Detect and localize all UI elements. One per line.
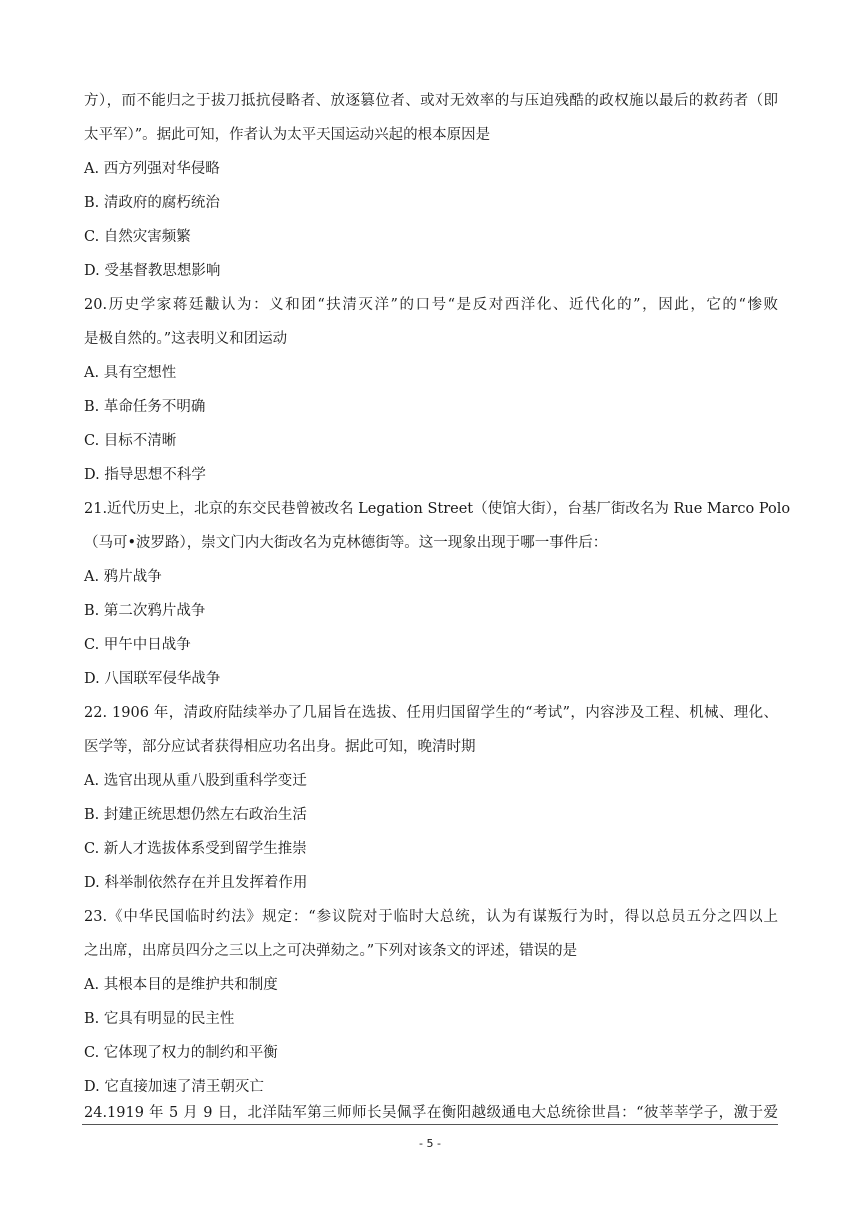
q24-stem-line-1: 24.1919 年 5 月 9 日，北洋陆军第三师师长吴佩孚在衡阳越级通电大总统徐世昌：“彼莘莘学子，激于爱 bbox=[84, 1105, 778, 1121]
q21-option-b: B. 第二次鸦片战争 bbox=[84, 603, 206, 619]
page-number: - 5 - bbox=[419, 1137, 441, 1150]
q22-option-a: A. 选官出现从重八股到重科学变迁 bbox=[84, 773, 307, 789]
footer-divider bbox=[82, 1124, 778, 1125]
q23-option-d: D. 它直接加速了清王朝灭亡 bbox=[84, 1079, 264, 1095]
q19-option-d: D. 受基督教思想影响 bbox=[84, 263, 221, 279]
q22-option-c: C. 新人才选拔体系受到留学生推崇 bbox=[84, 841, 307, 857]
q20-option-d: D. 指导思想不科学 bbox=[84, 467, 206, 483]
q22-option-d: D. 科举制依然存在并且发挥着作用 bbox=[84, 875, 308, 891]
q21-option-a: A. 鸦片战争 bbox=[84, 569, 162, 585]
q20-option-b: B. 革命任务不明确 bbox=[84, 399, 206, 415]
q21-option-d: D. 八国联军侵华战争 bbox=[84, 671, 221, 687]
q23-option-b: B. 它具有明显的民主性 bbox=[84, 1011, 235, 1027]
q20-stem-line-2: 是极自然的。”这表明义和团运动 bbox=[84, 331, 288, 347]
q19-option-b: B. 清政府的腐朽统治 bbox=[84, 195, 220, 211]
q22-stem-line-1: 22. 1906 年，清政府陆续举办了几届旨在选拔、任用归国留学生的“考试”，内容涉及工程、机械、理化、 bbox=[84, 705, 778, 721]
q21-stem-line-2: （马可•波罗路），崇文门内大街改名为克林德街等。这一现象出现于哪一事件后： bbox=[84, 535, 608, 551]
q19-stem-line-2: 太平军）”。据此可知，作者认为太平天国运动兴起的根本原因是 bbox=[84, 127, 491, 143]
q23-stem-line-1: 23.《中华民国临时约法》规定：“参议院对于临时大总统，认为有谋叛行为时，得以总员五分之四以上 bbox=[84, 909, 778, 925]
q23-option-a: A. 其根本目的是维护共和制度 bbox=[84, 977, 278, 993]
q20-stem-line-1: 20.历史学家蒋廷黻认为：义和团“扶清灭洋”的口号“是反对西洋化、近代化的”，因此，它的“惨败 bbox=[84, 297, 778, 313]
q19-option-c: C. 自然灾害频繁 bbox=[84, 229, 191, 245]
q19-option-a: A. 西方列强对华侵略 bbox=[84, 161, 220, 177]
q20-option-c: C. 目标不清晰 bbox=[84, 433, 177, 449]
q20-option-a: A. 具有空想性 bbox=[84, 365, 177, 381]
q22-stem-line-2: 医学等，部分应试者获得相应功名出身。据此可知，晚清时期 bbox=[84, 739, 476, 755]
q22-option-b: B. 封建正统思想仍然左右政治生活 bbox=[84, 807, 307, 823]
q21-option-c: C. 甲午中日战争 bbox=[84, 637, 191, 653]
q23-option-c: C. 它体现了权力的制约和平衡 bbox=[84, 1045, 278, 1061]
q21-stem-line-1: 21.近代历史上，北京的东交民巷曾被改名 Legation Street（使馆大街），台基厂街改名为 Rue Marco Polo bbox=[84, 501, 791, 517]
q19-stem-line-1: 方），而不能归之于拔刀抵抗侵略者、放逐篡位者、或对无效率的与压迫残酷的政权施以最后的救药者（即 bbox=[84, 93, 778, 109]
q23-stem-line-2: 之出席，出席员四分之三以上之可决弹劾之。”下列对该条文的评述，错误的是 bbox=[84, 943, 578, 959]
